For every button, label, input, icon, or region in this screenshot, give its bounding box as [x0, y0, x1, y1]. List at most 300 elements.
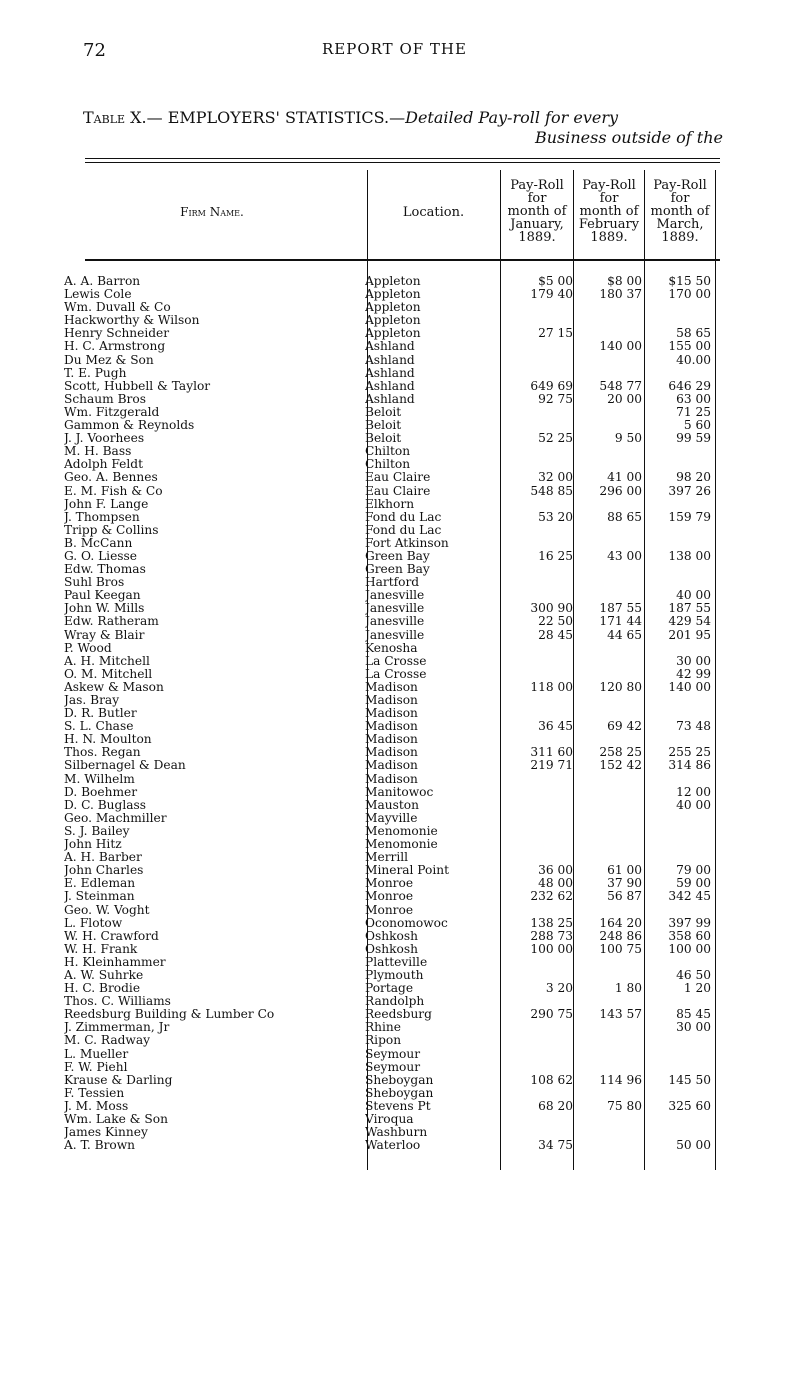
- mar-payroll-cell: 342 45: [668, 890, 711, 904]
- table-row: [0, 733, 789, 746]
- firm-name-cell: Thos. Regan: [64, 746, 141, 760]
- feb-payroll-cell: 152 42: [599, 759, 642, 773]
- location-cell: Sheboygan: [365, 1073, 434, 1087]
- header-feb: Pay-Roll for month of February 1889.: [578, 178, 640, 245]
- firm-name-cell: L. Flotow: [64, 916, 123, 930]
- location-cell: Eau Claire: [365, 471, 431, 485]
- firm-name-cell: Schaum Bros: [64, 392, 146, 406]
- firm-name-cell: Du Mez & Son: [64, 353, 154, 367]
- mar-payroll-cell: 325 60: [668, 1099, 711, 1113]
- location-cell: Green Bay: [365, 549, 430, 563]
- firm-name-cell: Geo. W. Voght: [64, 903, 150, 917]
- firm-name-cell: O. M. Mitchell: [64, 667, 153, 681]
- jan-payroll-cell: 288 73: [530, 929, 573, 943]
- mar-payroll-cell: 12 00: [676, 785, 711, 799]
- header-rule: [85, 259, 720, 261]
- location-cell: Mayville: [365, 811, 418, 825]
- location-cell: La Crosse: [365, 654, 427, 668]
- location-cell: Menomonie: [365, 824, 438, 838]
- mar-payroll-cell: 50 00: [676, 1139, 711, 1153]
- table-row: [0, 668, 789, 681]
- table-row: [0, 825, 789, 838]
- table-row: [0, 930, 789, 943]
- firm-name-cell: F. W. Piehl: [64, 1060, 128, 1074]
- feb-payroll-cell: 43 00: [607, 549, 642, 563]
- feb-payroll-cell: 44 65: [607, 628, 642, 642]
- location-cell: Beloit: [365, 419, 402, 433]
- mar-payroll-cell: 314 86: [668, 759, 711, 773]
- firm-name-cell: Scott, Hubbell & Taylor: [64, 379, 211, 393]
- firm-name-cell: John Charles: [64, 864, 144, 878]
- mar-payroll-cell: 46 50: [676, 968, 711, 982]
- table-row: [0, 917, 789, 930]
- jan-payroll-cell: 219 71: [530, 759, 573, 773]
- location-cell: Madison: [365, 694, 418, 707]
- jan-payroll-cell: 290 75: [530, 1008, 573, 1022]
- location-cell: Fort Atkinson: [365, 536, 449, 550]
- table-row: [0, 877, 789, 890]
- location-cell: Hartford: [365, 576, 420, 590]
- table-row: [0, 301, 789, 314]
- mar-payroll-cell: 40.00: [676, 353, 711, 367]
- payroll-table-body: [0, 275, 789, 1152]
- jan-payroll-cell: 108 62: [530, 1073, 573, 1087]
- table-row: [0, 851, 789, 864]
- firm-name-cell: A. H. Barber: [64, 851, 142, 865]
- running-head: REPORT OF THE: [322, 40, 467, 58]
- table-row: [0, 799, 789, 812]
- table-row: [0, 864, 789, 877]
- firm-name-cell: Reedsburg Building & Lumber Co: [64, 1008, 275, 1022]
- feb-payroll-cell: 248 86: [599, 929, 642, 943]
- table-row: [0, 550, 789, 563]
- firm-name-cell: Lewis Cole: [64, 288, 132, 302]
- location-cell: Madison: [365, 680, 418, 694]
- mar-payroll-cell: 30 00: [676, 1021, 711, 1035]
- jan-payroll-cell: 36 45: [538, 720, 573, 734]
- mar-payroll-cell: 100 00: [668, 942, 711, 956]
- firm-name-cell: Wray & Blair: [64, 628, 145, 642]
- location-cell: Reedsburg: [365, 1008, 432, 1022]
- location-cell: Platteville: [365, 955, 428, 969]
- location-cell: Fond du Lac: [365, 510, 442, 524]
- firm-name-cell: Jas. Bray: [64, 694, 120, 707]
- firm-name-cell: J. Zimmerman, Jr: [64, 1021, 170, 1035]
- table-description-line2: Business outside of the: [534, 128, 723, 147]
- mar-payroll-cell: 159 79: [668, 510, 711, 524]
- feb-payroll-cell: 61 00: [607, 864, 642, 878]
- feb-payroll-cell: 69 42: [607, 720, 642, 734]
- mar-payroll-cell: 40 00: [676, 798, 711, 812]
- feb-payroll-cell: 75 80: [607, 1099, 642, 1113]
- mar-payroll-cell: 397 99: [668, 916, 711, 930]
- firm-name-cell: Hackworthy & Wilson: [64, 314, 200, 328]
- feb-payroll-cell: 114 96: [599, 1073, 642, 1087]
- table-row: [0, 563, 789, 576]
- mar-payroll-cell: 358 60: [668, 929, 711, 943]
- mar-payroll-cell: 99 59: [676, 432, 711, 446]
- table-row: [0, 694, 789, 707]
- title-dash: —: [146, 108, 163, 127]
- firm-name-cell: H. N. Moulton: [64, 733, 152, 747]
- table-row: [0, 655, 789, 668]
- firm-name-cell: E. M. Fish & Co: [64, 484, 163, 498]
- feb-payroll-cell: 9 50: [614, 432, 642, 446]
- table-row: [0, 786, 789, 799]
- table-row: [0, 354, 789, 367]
- firm-name-cell: M. H. Bass: [64, 445, 132, 459]
- table-row: [0, 432, 789, 445]
- firm-name-cell: D. C. Buglass: [64, 798, 147, 812]
- feb-payroll-cell: 548 77: [599, 379, 642, 393]
- table-row: [0, 485, 789, 498]
- feb-payroll-cell: 37 90: [607, 877, 642, 891]
- table-row: [0, 969, 789, 982]
- table-row: [0, 380, 789, 393]
- firm-name-cell: J. Steinman: [64, 890, 135, 904]
- mar-payroll-cell: 187 55: [668, 602, 711, 616]
- table-row: [0, 720, 789, 733]
- mar-payroll-cell: 73 48: [676, 720, 711, 734]
- firm-name-cell: Tripp & Collins: [64, 523, 159, 537]
- firm-name-cell: B. McCann: [64, 536, 133, 550]
- table-row: [0, 773, 789, 786]
- firm-name-cell: Geo. A. Bennes: [64, 471, 158, 485]
- header-location: Location.: [402, 205, 465, 220]
- table-row: [0, 445, 789, 458]
- feb-payroll-cell: 56 87: [607, 890, 642, 904]
- jan-payroll-cell: 22 50: [538, 615, 573, 629]
- jan-payroll-cell: 3 20: [545, 982, 573, 996]
- firm-name-cell: A. T. Brown: [64, 1139, 136, 1153]
- table-number: X.: [130, 108, 147, 127]
- table-row: [0, 1034, 789, 1047]
- firm-name-cell: Wm. Lake & Son: [64, 1113, 168, 1126]
- location-cell: Monroe: [365, 890, 414, 904]
- mar-payroll-cell: 397 26: [668, 484, 711, 498]
- header-firm-name: Firm Name.: [180, 205, 244, 219]
- table-row: [0, 759, 789, 772]
- jan-payroll-cell: 34 75: [538, 1139, 573, 1153]
- firm-name-cell: P. Wood: [64, 641, 112, 655]
- firm-name-cell: S. L. Chase: [64, 720, 134, 734]
- table-row: [0, 275, 789, 288]
- firm-name-cell: Askew & Mason: [64, 680, 164, 694]
- firm-name-cell: A. W. Suhrke: [64, 968, 144, 982]
- mar-payroll-cell: 79 00: [676, 864, 711, 878]
- table-row: [0, 1008, 789, 1021]
- table-title: [83, 108, 723, 148]
- location-cell: Madison: [365, 720, 418, 734]
- firm-name-cell: W. H. Crawford: [64, 929, 159, 943]
- table-row: [0, 1139, 789, 1152]
- location-cell: Seymour: [365, 1060, 421, 1074]
- jan-payroll-cell: 300 90: [530, 602, 573, 616]
- table-row: [0, 1100, 789, 1113]
- location-cell: Viroqua: [365, 1113, 414, 1126]
- table-row: [0, 327, 789, 340]
- table-row: [0, 956, 789, 969]
- jan-payroll-cell: 27 15: [538, 327, 573, 341]
- mar-payroll-cell: 155 00: [668, 340, 711, 354]
- firm-name-cell: John F. Lange: [64, 497, 149, 511]
- firm-name-cell: T. E. Pugh: [64, 366, 127, 380]
- mar-payroll-cell: 30 00: [676, 654, 711, 668]
- feb-payroll-cell: 187 55: [599, 602, 642, 616]
- firm-name-cell: G. O. Liesse: [64, 549, 137, 563]
- table-row: [0, 458, 789, 471]
- firm-name-cell: S. J. Bailey: [64, 824, 130, 838]
- firm-name-cell: M. Wilhelm: [64, 772, 135, 786]
- location-cell: La Crosse: [365, 667, 427, 681]
- mar-payroll-cell: 59 00: [676, 877, 711, 891]
- jan-payroll-cell: 232 62: [530, 890, 573, 904]
- jan-payroll-cell: 100 00: [530, 942, 573, 956]
- jan-payroll-cell: 28 45: [538, 628, 573, 642]
- table-row: [0, 615, 789, 628]
- mar-payroll-cell: 85 45: [676, 1008, 711, 1022]
- location-cell: Mauston: [365, 798, 419, 812]
- jan-payroll-cell: 53 20: [538, 510, 573, 524]
- table-row: [0, 537, 789, 550]
- location-cell: Monroe: [365, 877, 414, 891]
- location-cell: Fond du Lac: [365, 523, 442, 537]
- table-row: [0, 746, 789, 759]
- feb-payroll-cell: 20 00: [607, 392, 642, 406]
- header-jan: Pay-Roll for month of January, 1889.: [507, 178, 567, 245]
- firm-name-cell: Edw. Ratheram: [64, 615, 159, 629]
- firm-name-cell: D. Boehmer: [64, 785, 138, 799]
- jan-payroll-cell: 311 60: [530, 746, 573, 760]
- mar-payroll-cell: 170 00: [668, 288, 711, 302]
- mar-payroll-cell: 42 99: [676, 667, 711, 681]
- jan-payroll-cell: 138 25: [530, 916, 573, 930]
- firm-name-cell: Paul Keegan: [64, 589, 141, 603]
- feb-payroll-cell: 180 37: [599, 288, 642, 302]
- jan-payroll-cell: 48 00: [538, 877, 573, 891]
- jan-payroll-cell: 16 25: [538, 549, 573, 563]
- table-row: [0, 1087, 789, 1100]
- location-cell: Madison: [365, 759, 418, 773]
- firm-name-cell: Wm. Fitzgerald: [64, 405, 160, 419]
- firm-name-cell: H. Kleinhammer: [64, 955, 166, 969]
- mar-payroll-cell: 138 00: [668, 549, 711, 563]
- location-cell: Chilton: [365, 445, 411, 459]
- location-cell: Janesville: [365, 615, 425, 629]
- firm-name-cell: A. A. Barron: [64, 275, 141, 288]
- firm-name-cell: J. J. Voorhees: [64, 432, 145, 446]
- mar-payroll-cell: 145 50: [668, 1073, 711, 1087]
- firm-name-cell: Edw. Thomas: [64, 563, 146, 577]
- firm-name-cell: Geo. Machmiller: [64, 811, 167, 825]
- table-row: [0, 1126, 789, 1139]
- table-row: [0, 471, 789, 484]
- jan-payroll-cell: 118 00: [530, 680, 573, 694]
- firm-name-cell: Wm. Duvall & Co: [64, 301, 171, 315]
- table-row: [0, 943, 789, 956]
- location-cell: Washburn: [365, 1126, 428, 1140]
- location-cell: Monroe: [365, 903, 414, 917]
- table-row: [0, 838, 789, 851]
- table-row: [0, 890, 789, 903]
- location-cell: Appleton: [365, 314, 421, 328]
- location-cell: Seymour: [365, 1047, 421, 1061]
- firm-name-cell: W. H. Frank: [64, 942, 138, 956]
- firm-name-cell: Henry Schneider: [64, 327, 170, 341]
- location-cell: Portage: [365, 982, 414, 996]
- location-cell: Menomonie: [365, 838, 438, 852]
- location-cell: Appleton: [365, 275, 421, 288]
- firm-name-cell: M. C. Radway: [64, 1034, 150, 1048]
- location-cell: Ashland: [365, 353, 415, 367]
- jan-payroll-cell: 179 40: [530, 288, 573, 302]
- header-mar: Pay-Roll for month of March, 1889.: [650, 178, 710, 245]
- table-name: EMPLOYERS' STATISTICS.: [167, 108, 390, 127]
- feb-payroll-cell: 164 20: [599, 916, 642, 930]
- top-rule-thin: [85, 162, 720, 163]
- feb-payroll-cell: 140 00: [599, 340, 642, 354]
- location-cell: Oconomowoc: [365, 916, 448, 930]
- mar-payroll-cell: 63 00: [676, 392, 711, 406]
- table-row: [0, 707, 789, 720]
- location-cell: Sheboygan: [365, 1086, 434, 1100]
- firm-name-cell: Silbernagel & Dean: [64, 759, 186, 773]
- jan-payroll-cell: 548 85: [530, 484, 573, 498]
- location-cell: Madison: [365, 733, 418, 747]
- firm-name-cell: Suhl Bros: [64, 576, 125, 590]
- table-row: [0, 1113, 789, 1126]
- mar-payroll-cell: 646 29: [668, 379, 711, 393]
- table-row: [0, 288, 789, 301]
- location-cell: Appleton: [365, 301, 421, 315]
- table-row: [0, 511, 789, 524]
- mar-payroll-cell: 1 20: [683, 982, 711, 996]
- jan-payroll-cell: 649 69: [530, 379, 573, 393]
- feb-payroll-cell: 258 25: [599, 746, 642, 760]
- table-row: [0, 681, 789, 694]
- feb-payroll-cell: 296 00: [599, 484, 642, 498]
- feb-payroll-cell: 41 00: [607, 471, 642, 485]
- table-row: [0, 367, 789, 380]
- location-cell: Rhine: [365, 1021, 401, 1035]
- feb-payroll-cell: $8 00: [607, 275, 642, 288]
- feb-payroll-cell: 1 80: [614, 982, 642, 996]
- firm-name-cell: Adolph Feldt: [64, 458, 143, 472]
- table-label: Table: [83, 108, 126, 127]
- feb-payroll-cell: 88 65: [607, 510, 642, 524]
- firm-name-cell: Thos. C. Williams: [64, 995, 171, 1009]
- firm-name-cell: A. H. Mitchell: [64, 654, 150, 668]
- location-cell: Ashland: [365, 340, 415, 354]
- location-cell: Plymouth: [365, 968, 424, 982]
- table-row: [0, 393, 789, 406]
- table-row: [0, 995, 789, 1008]
- table-row: [0, 642, 789, 655]
- top-rule-thick: [85, 158, 720, 159]
- table-description-line1: Detailed Pay-roll for every: [405, 108, 619, 127]
- mar-payroll-cell: 429 54: [668, 615, 711, 629]
- location-cell: Oshkosh: [365, 929, 418, 943]
- location-cell: Waterloo: [365, 1139, 421, 1153]
- table-row: [0, 1021, 789, 1034]
- jan-payroll-cell: $5 00: [538, 275, 573, 288]
- feb-payroll-cell: 171 44: [599, 615, 642, 629]
- firm-name-cell: D. R. Butler: [64, 707, 137, 721]
- table-row: [0, 629, 789, 642]
- table-row: [0, 524, 789, 537]
- mar-payroll-cell: 140 00: [668, 680, 711, 694]
- location-cell: Janesville: [365, 602, 425, 616]
- table-row: [0, 406, 789, 419]
- mar-payroll-cell: 5 60: [683, 419, 711, 433]
- table-row: [0, 1048, 789, 1061]
- table-row: [0, 589, 789, 602]
- firm-name-cell: John Hitz: [64, 838, 122, 852]
- firm-name-cell: J. M. Moss: [64, 1099, 129, 1113]
- mar-payroll-cell: $15 50: [668, 275, 711, 288]
- location-cell: Stevens Pt: [365, 1099, 431, 1113]
- feb-payroll-cell: 120 80: [599, 680, 642, 694]
- firm-name-cell: E. Edleman: [64, 877, 136, 891]
- table-row: [0, 419, 789, 432]
- location-cell: Green Bay: [365, 563, 430, 577]
- location-cell: Madison: [365, 707, 418, 721]
- firm-name-cell: John W. Mills: [64, 602, 145, 616]
- location-cell: Chilton: [365, 458, 411, 472]
- table-row: [0, 340, 789, 353]
- jan-payroll-cell: 68 20: [538, 1099, 573, 1113]
- table-row: [0, 576, 789, 589]
- title-emdash: —: [389, 108, 406, 127]
- firm-name-cell: Krause & Darling: [64, 1073, 173, 1087]
- feb-payroll-cell: 100 75: [599, 942, 642, 956]
- table-row: [0, 498, 789, 511]
- location-cell: Merrill: [365, 851, 409, 865]
- firm-name-cell: Gammon & Reynolds: [64, 419, 195, 433]
- jan-payroll-cell: 52 25: [538, 432, 573, 446]
- jan-payroll-cell: 92 75: [538, 392, 573, 406]
- location-cell: Madison: [365, 746, 418, 760]
- mar-payroll-cell: 255 25: [668, 746, 711, 760]
- location-cell: Ashland: [365, 392, 415, 406]
- location-cell: Manitowoc: [365, 785, 434, 799]
- table-row: [0, 982, 789, 995]
- location-cell: Ashland: [365, 379, 415, 393]
- location-cell: Ripon: [365, 1034, 402, 1048]
- firm-name-cell: L. Mueller: [64, 1047, 129, 1061]
- jan-payroll-cell: 32 00: [538, 471, 573, 485]
- location-cell: Appleton: [365, 288, 421, 302]
- location-cell: Janesville: [365, 589, 425, 603]
- firm-name-cell: James Kinney: [64, 1126, 148, 1140]
- mar-payroll-cell: 71 25: [676, 405, 711, 419]
- location-cell: Oshkosh: [365, 942, 418, 956]
- mar-payroll-cell: 58 65: [676, 327, 711, 341]
- mar-payroll-cell: 201 95: [668, 628, 711, 642]
- firm-name-cell: J. Thompsen: [64, 510, 140, 524]
- mar-payroll-cell: 40 00: [676, 589, 711, 603]
- table-row: [0, 1061, 789, 1074]
- table-row: [0, 812, 789, 825]
- feb-payroll-cell: 143 57: [599, 1008, 642, 1022]
- mar-payroll-cell: 98 20: [676, 471, 711, 485]
- firm-name-cell: H. C. Brodie: [64, 982, 141, 996]
- table-row: [0, 602, 789, 615]
- location-cell: Appleton: [365, 327, 421, 341]
- location-cell: Janesville: [365, 628, 425, 642]
- location-cell: Beloit: [365, 432, 402, 446]
- location-cell: Eau Claire: [365, 484, 431, 498]
